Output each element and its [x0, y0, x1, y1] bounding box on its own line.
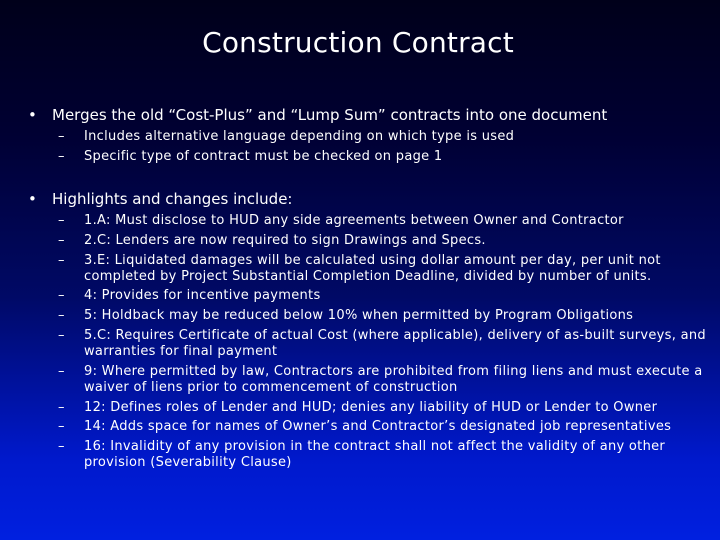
bullet-icon: • — [28, 106, 37, 124]
dash-icon: – — [58, 232, 65, 248]
sub-item — [58, 288, 706, 304]
dash-icon: – — [58, 129, 65, 144]
bullet-icon: • — [28, 190, 37, 208]
sub-item-text: 14: Adds space for names of Owner’s and Contractor’s designated job representatives — [84, 419, 672, 435]
dash-icon: – — [58, 213, 65, 228]
sub-list-merges — [58, 129, 706, 169]
sub-item — [58, 439, 706, 471]
sub-item-text: 12: Defines roles of Lender and HUD; denies any liability of HUD or Lender to Owner — [84, 399, 658, 415]
sub-item-text: 1.A: Must disclose to HUD any side agreements between Owner and Contractor — [84, 213, 624, 228]
sub-item — [58, 233, 706, 249]
sub-item — [58, 308, 706, 324]
dash-icon: – — [58, 363, 65, 379]
bullet-text: Highlights and changes include: — [52, 190, 293, 208]
dash-icon: – — [58, 288, 65, 304]
sub-item-text: 2.C: Lenders are now required to sign Drawings and Specs. — [84, 232, 486, 248]
dash-icon: – — [58, 148, 65, 164]
sub-item — [58, 328, 706, 360]
sub-item-text: Includes alternative language depending on which type is used — [84, 129, 515, 144]
sub-list-highlights — [58, 213, 706, 475]
sub-item-text: 5.C: Requires Certificate of actual Cost (where applicable), delivery of as-built surveys, and warranties for final payment — [84, 327, 706, 359]
sub-item — [58, 253, 706, 285]
dash-icon: – — [58, 419, 65, 435]
sub-item — [58, 213, 706, 229]
sub-item-text: 4: Provides for incentive payments — [84, 288, 321, 304]
bullet-text: Merges the old “Cost-Plus” and “Lump Sum” contracts into one document — [52, 106, 608, 124]
dash-icon: – — [58, 252, 65, 268]
sub-item-text: Specific type of contract must be checked on page 1 — [84, 148, 443, 164]
sub-item — [58, 129, 706, 145]
sub-item-text: 3.E: Liquidated damages will be calculated using dollar amount per day, per unit not completed by Project Substantial Completion Deadline, divided by number of units. — [84, 252, 661, 284]
sub-item-text: 5: Holdback may be reduced below 10% when permitted by Program Obligations — [84, 308, 634, 324]
dash-icon: – — [58, 327, 65, 343]
sub-item-text: 9: Where permitted by law, Contractors are prohibited from filing liens and must execute a waiver of liens prior to commencement of construction — [84, 363, 703, 395]
slide-title: Construction Contract — [202, 26, 514, 59]
dash-icon: – — [58, 439, 65, 455]
dash-icon: – — [58, 308, 65, 324]
sub-item — [58, 149, 706, 165]
sub-item — [58, 419, 706, 435]
dash-icon: – — [58, 399, 65, 415]
sub-item — [58, 364, 706, 396]
sub-item-text: 16: Invalidity of any provision in the contract shall not affect the validity of any other provision (Severability Clause) — [84, 439, 666, 471]
sub-item — [58, 400, 706, 416]
